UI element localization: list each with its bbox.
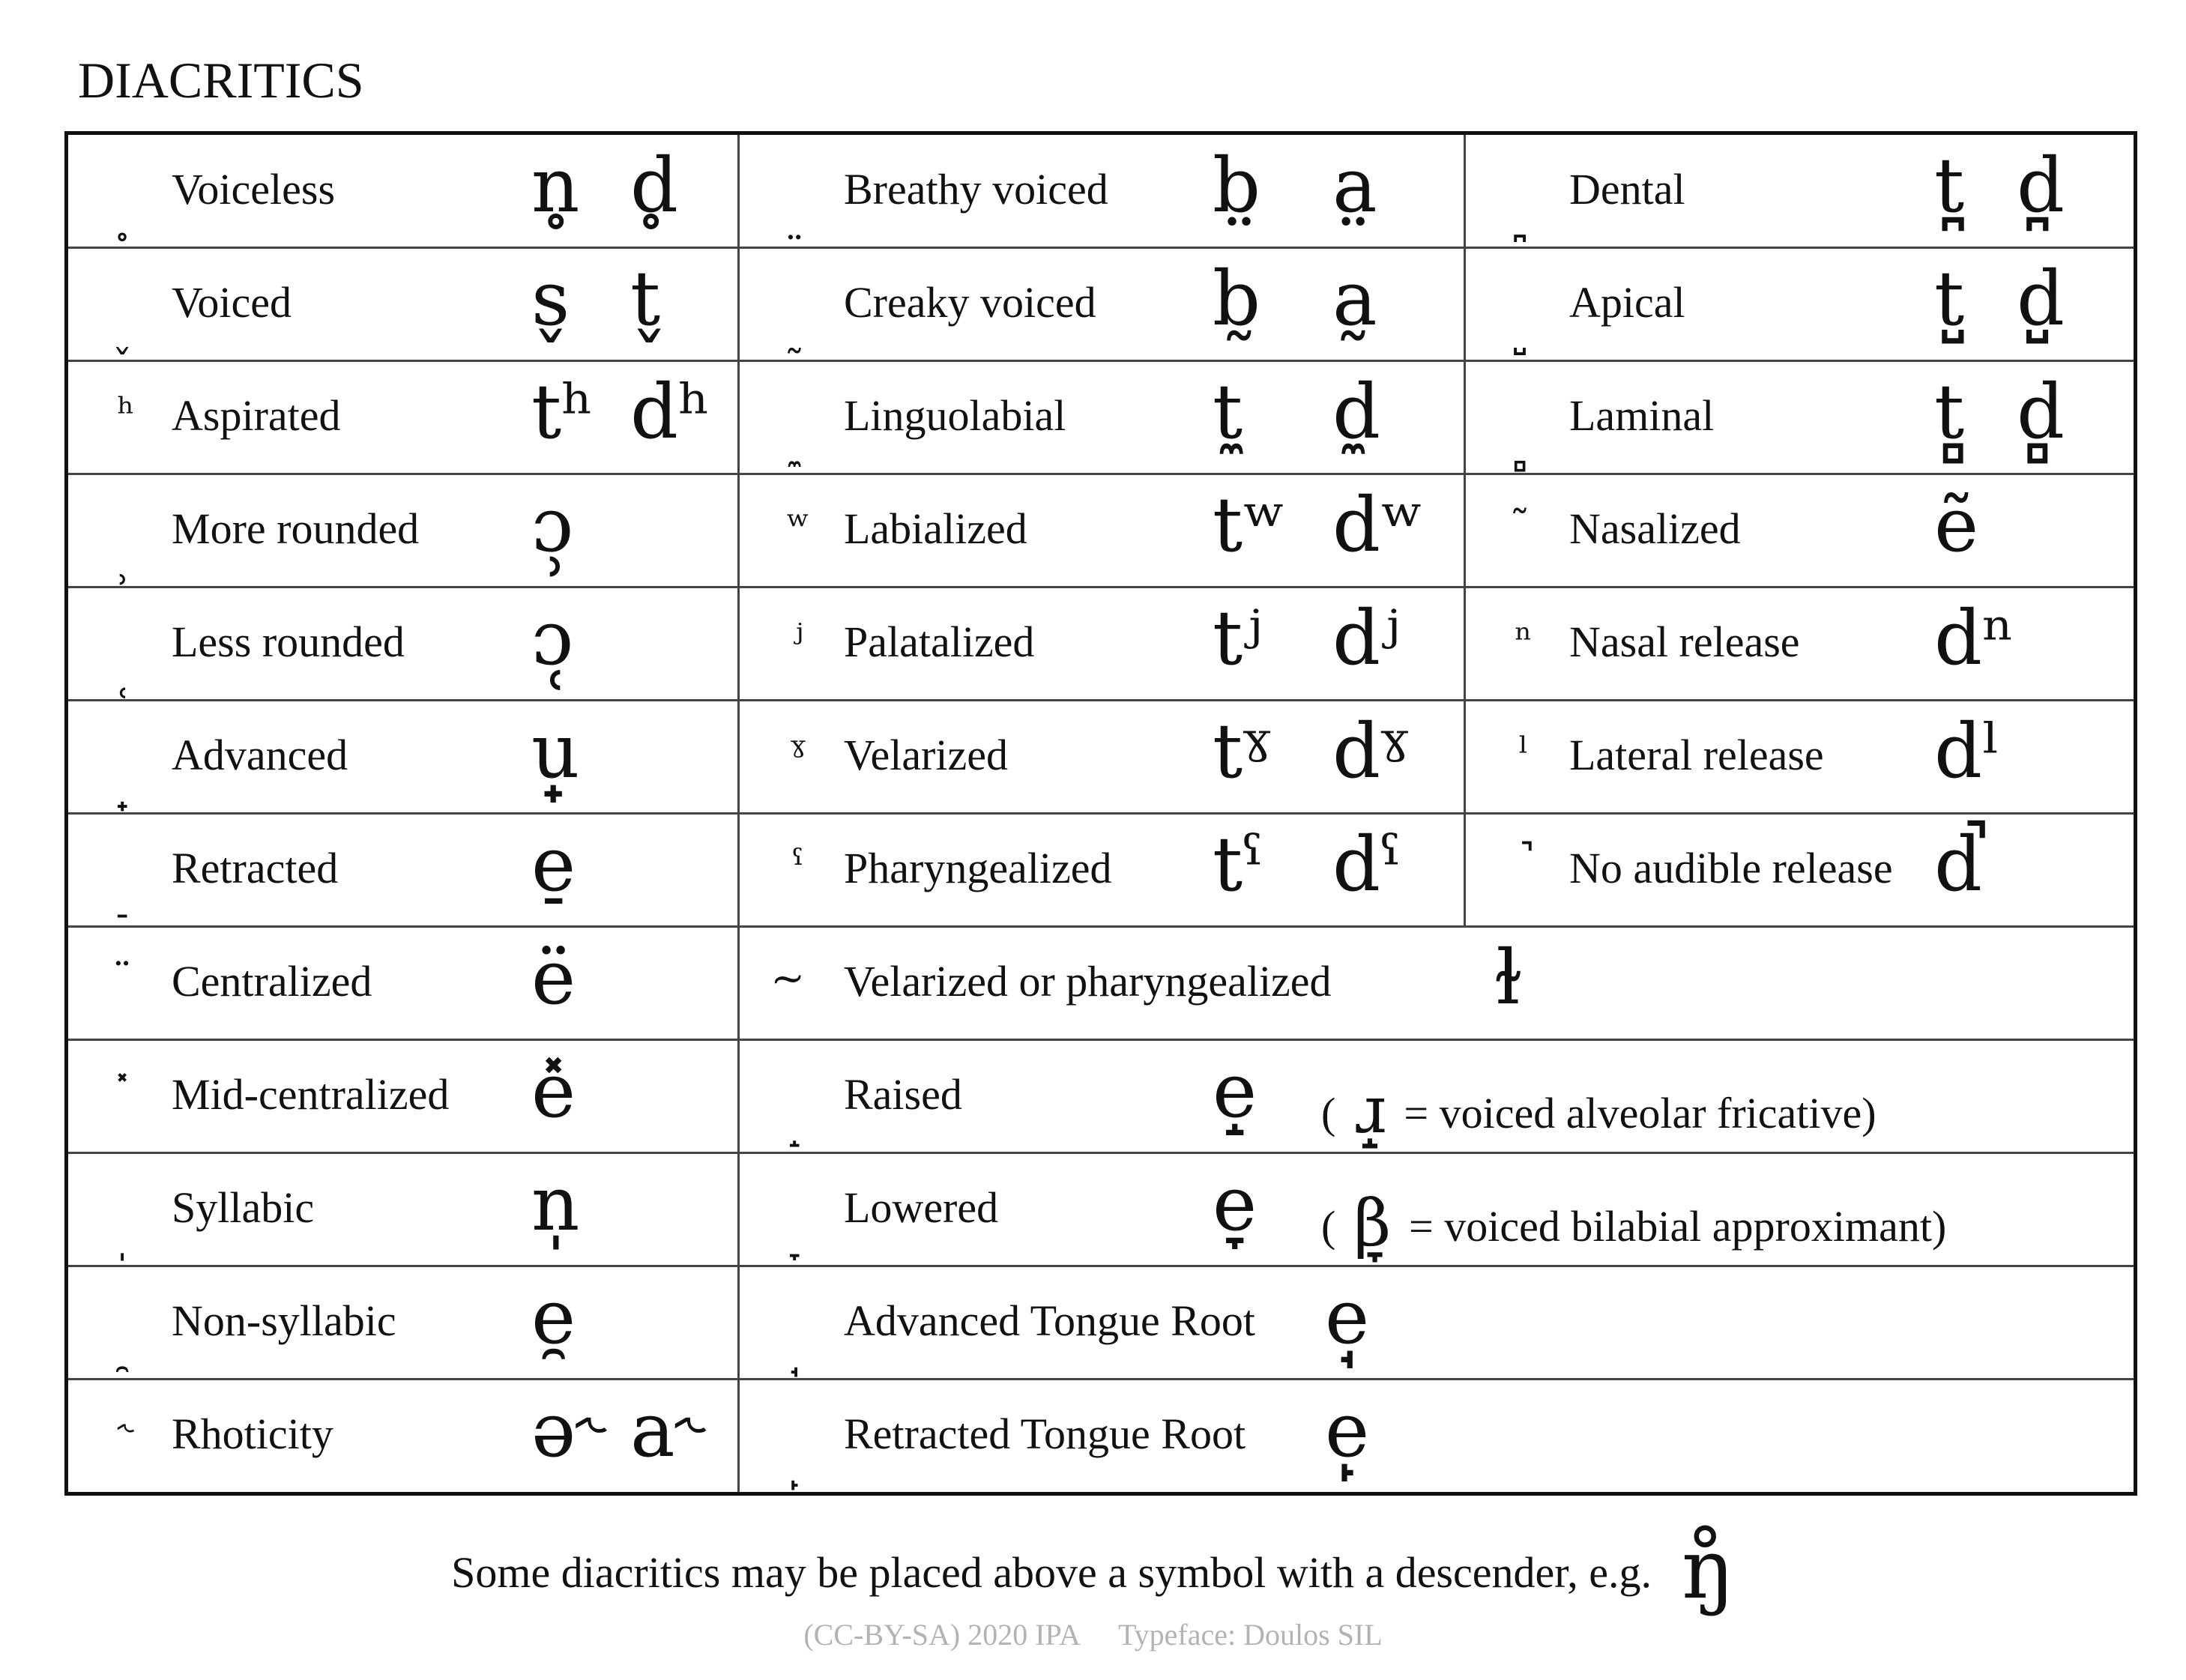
diacritic-label: Advanced Tongue Root [844, 1296, 1255, 1345]
diacritic-cell [1466, 248, 2137, 361]
diacritic-cell [740, 1266, 2133, 1380]
diacritic-mark: ̙ [791, 1439, 805, 1486]
diacritic-cell [1466, 701, 2137, 814]
diacritic-cell [740, 135, 1466, 248]
example-symbol: tʲ [1213, 594, 1263, 682]
credit-line [0, 1617, 2186, 1652]
diacritic-mark: ˠ [790, 728, 806, 776]
diacritic-cell [68, 474, 740, 587]
diacritic-mark: ̜ [119, 647, 133, 694]
diacritic-mark: ʷ [786, 502, 810, 549]
footnote-example-symbol: ŋ̊ [1681, 1521, 1735, 1617]
example-symbol: a̰ [1332, 255, 1377, 342]
example-symbol: b̤ [1213, 142, 1261, 229]
diacritic-label: More rounded [172, 504, 420, 553]
diacritic-cell [68, 1266, 740, 1380]
diacritic-cell [740, 1040, 2133, 1153]
diacritic-label: Retracted [172, 844, 339, 892]
diacritic-mark: ˞ [117, 1407, 135, 1454]
example-symbol: s̬ [531, 255, 570, 342]
diacritic-mark: ̯ [119, 1326, 133, 1373]
diacritic-cell [1466, 135, 2137, 248]
license-text: (CC-BY-SA) 2020 IPA [803, 1618, 1081, 1652]
note-text: = voiced alveolar fricative) [1404, 1089, 1876, 1137]
example-note [1321, 1073, 1876, 1148]
example-note [1321, 1186, 1946, 1261]
footnote [0, 1521, 2186, 1617]
diacritics-table [64, 131, 2137, 1496]
diacritic-label: No audible release [1569, 844, 1893, 892]
example-symbol: ɔ̜ [531, 594, 574, 682]
diacritic-mark: ̻ [1517, 420, 1530, 468]
diacritic-mark: ̽ [119, 1068, 133, 1115]
diacritic-cell [68, 248, 740, 361]
example-symbol: tˤ [1213, 821, 1264, 908]
diacritic-label: Advanced [172, 731, 348, 779]
example-symbol: dʷ [1332, 481, 1425, 569]
example-symbol: d̻ [2017, 368, 2065, 456]
diacritic-label: Pharyngealized [844, 844, 1112, 892]
diacritic-cell [740, 701, 1466, 814]
diacritic-mark: ̪ [1517, 194, 1530, 241]
example-symbol: dʲ [1332, 594, 1401, 682]
diacritic-cell [740, 248, 1466, 361]
example-symbol: t̻ [1934, 368, 1965, 456]
example-symbol: n̩ [531, 1160, 580, 1248]
diacritic-label: Retracted Tongue Root [844, 1409, 1246, 1458]
diacritic-cell [68, 361, 740, 474]
diacritic-label: Rhoticity [172, 1409, 333, 1458]
example-symbol: t̼ [1213, 368, 1243, 456]
note-text: = voiced bilabial approximant) [1409, 1202, 1947, 1251]
diacritic-mark: ̴ [791, 955, 805, 1002]
page-title: DIACRITICS [78, 52, 364, 109]
example-symbol: e̠ [531, 821, 576, 908]
diacritic-cell [1466, 474, 2137, 587]
diacritic-cell [740, 927, 2133, 1040]
example-symbol: dˡ [1934, 707, 2001, 795]
diacritic-label: Lowered [844, 1183, 999, 1232]
example-symbol: ɫ [1494, 934, 1523, 1021]
diacritic-mark: ˡ [1518, 728, 1529, 776]
diacritic-cell [68, 1153, 740, 1266]
diacritic-mark: ̠ [119, 873, 133, 920]
diacritic-mark: ̩ [119, 1212, 133, 1260]
example-symbol: e̯ [531, 1273, 576, 1361]
diacritic-mark: ⁿ [1515, 615, 1533, 662]
diacritic-label: Voiced [172, 278, 292, 327]
diacritic-mark: ̘ [791, 1326, 805, 1373]
diacritic-mark: ̬ [119, 307, 133, 354]
example-symbol: ɔ̹ [531, 481, 574, 569]
diacritic-cell [740, 361, 1466, 474]
diacritic-mark: ̟ [119, 760, 133, 807]
diacritic-mark: ̺ [1517, 307, 1530, 354]
diacritic-cell [68, 701, 740, 814]
diacritic-cell [1466, 361, 2137, 474]
diacritic-mark: ̃ [1517, 502, 1530, 549]
example-symbol: ë [531, 934, 576, 1021]
example-symbol: dⁿ [1934, 594, 2015, 682]
diacritic-label: Dental [1569, 165, 1685, 214]
diacritic-cell [1466, 814, 2137, 927]
diacritic-mark: ̞ [791, 1212, 805, 1260]
example-symbol: e̘ [1325, 1273, 1370, 1361]
example-symbol: b̰ [1213, 255, 1261, 342]
diacritic-mark: ̹ [119, 534, 133, 581]
example-symbol: n̥ [531, 142, 580, 229]
example-symbol: e̽ [531, 1047, 576, 1134]
example-symbol: ẽ [1934, 481, 1979, 569]
diacritic-cell [740, 1380, 2133, 1493]
diacritic-label: Palatalized [844, 617, 1035, 666]
diacritic-mark: ̈ [119, 955, 133, 1002]
diacritic-label: Lateral release [1569, 731, 1824, 779]
diacritic-cell [740, 587, 1466, 701]
diacritic-label: Velarized or pharyngealized [844, 957, 1332, 1006]
example-symbol: d̥ [630, 142, 679, 229]
diacritic-mark: ̰ [791, 307, 805, 354]
diacritic-label: Laminal [1569, 391, 1715, 440]
diacritic-mark: ʰ [117, 389, 135, 436]
diacritic-cell [740, 1153, 2133, 1266]
diacritic-cell [740, 474, 1466, 587]
example-symbol: tʷ [1213, 481, 1287, 569]
diacritic-label: Mid-centralized [172, 1070, 450, 1119]
diacritic-label: Nasal release [1569, 617, 1800, 666]
diacritic-mark: ̤ [791, 194, 805, 241]
diacritic-label: Voiceless [172, 165, 336, 214]
example-symbol: a̤ [1332, 142, 1377, 229]
diacritic-label: Less rounded [172, 617, 405, 666]
typeface-text: Typeface: Doulos SIL [1118, 1618, 1383, 1652]
diacritic-label: Syllabic [172, 1183, 315, 1232]
example-symbol: dʰ [630, 368, 711, 456]
diacritic-label: Centralized [172, 957, 372, 1006]
diacritic-label: Non-syllabic [172, 1296, 396, 1345]
example-symbol: e̞ [1213, 1160, 1257, 1248]
diacritic-label: Velarized [844, 731, 1008, 779]
diacritic-cell [68, 1380, 740, 1493]
example-symbol: t̪ [1934, 142, 1965, 229]
diacritic-label: Labialized [844, 504, 1027, 553]
diacritic-cell [68, 135, 740, 248]
diacritic-cell [68, 587, 740, 701]
example-symbol: dˠ [1332, 707, 1409, 795]
diacritic-cell [68, 927, 740, 1040]
diacritic-cell [68, 814, 740, 927]
note-open-paren: ( [1321, 1089, 1336, 1137]
example-symbol: dˤ [1332, 821, 1402, 908]
example-symbol: d̪ [2017, 142, 2065, 229]
diacritic-mark: ˤ [792, 841, 804, 889]
diacritic-label: Linguolabial [844, 391, 1066, 440]
diacritic-label: Aspirated [172, 391, 341, 440]
diacritic-mark: ̥ [119, 194, 133, 241]
diacritic-label: Apical [1569, 278, 1685, 327]
example-symbol: ə˞ [531, 1386, 607, 1474]
example-symbol: t̬ [630, 255, 661, 342]
example-symbol: tˠ [1213, 707, 1271, 795]
example-symbol: d̚ [1934, 821, 1983, 908]
diacritic-label: Raised [844, 1070, 962, 1119]
example-symbol: d̼ [1332, 368, 1381, 456]
example-symbol: u̟ [531, 707, 580, 795]
footnote-text: Some diacritics may be placed above a symbol with a descender, e.g. [451, 1548, 1652, 1597]
diacritic-label: Breathy voiced [844, 165, 1108, 214]
diacritic-label: Creaky voiced [844, 278, 1096, 327]
diacritic-mark: ̝ [791, 1099, 805, 1146]
example-symbol: a˞ [630, 1386, 707, 1474]
example-symbol: e̝ [1213, 1047, 1257, 1134]
diacritic-mark: ̼ [791, 420, 805, 468]
example-symbol: d̺ [2017, 255, 2065, 342]
example-symbol: t̺ [1934, 255, 1965, 342]
example-symbol: e̙ [1325, 1386, 1370, 1474]
note-symbol: β̞ [1353, 1186, 1392, 1261]
note-symbol: ɹ̝ [1353, 1073, 1386, 1148]
diacritic-cell [740, 814, 1466, 927]
diacritic-cell [1466, 587, 2137, 701]
diacritic-mark: ̚ [1517, 841, 1530, 889]
example-symbol: tʰ [531, 368, 594, 456]
diacritic-cell [68, 1040, 740, 1153]
note-open-paren: ( [1321, 1202, 1336, 1251]
diacritic-label: Nasalized [1569, 504, 1741, 553]
diacritic-mark: ʲ [792, 615, 804, 662]
